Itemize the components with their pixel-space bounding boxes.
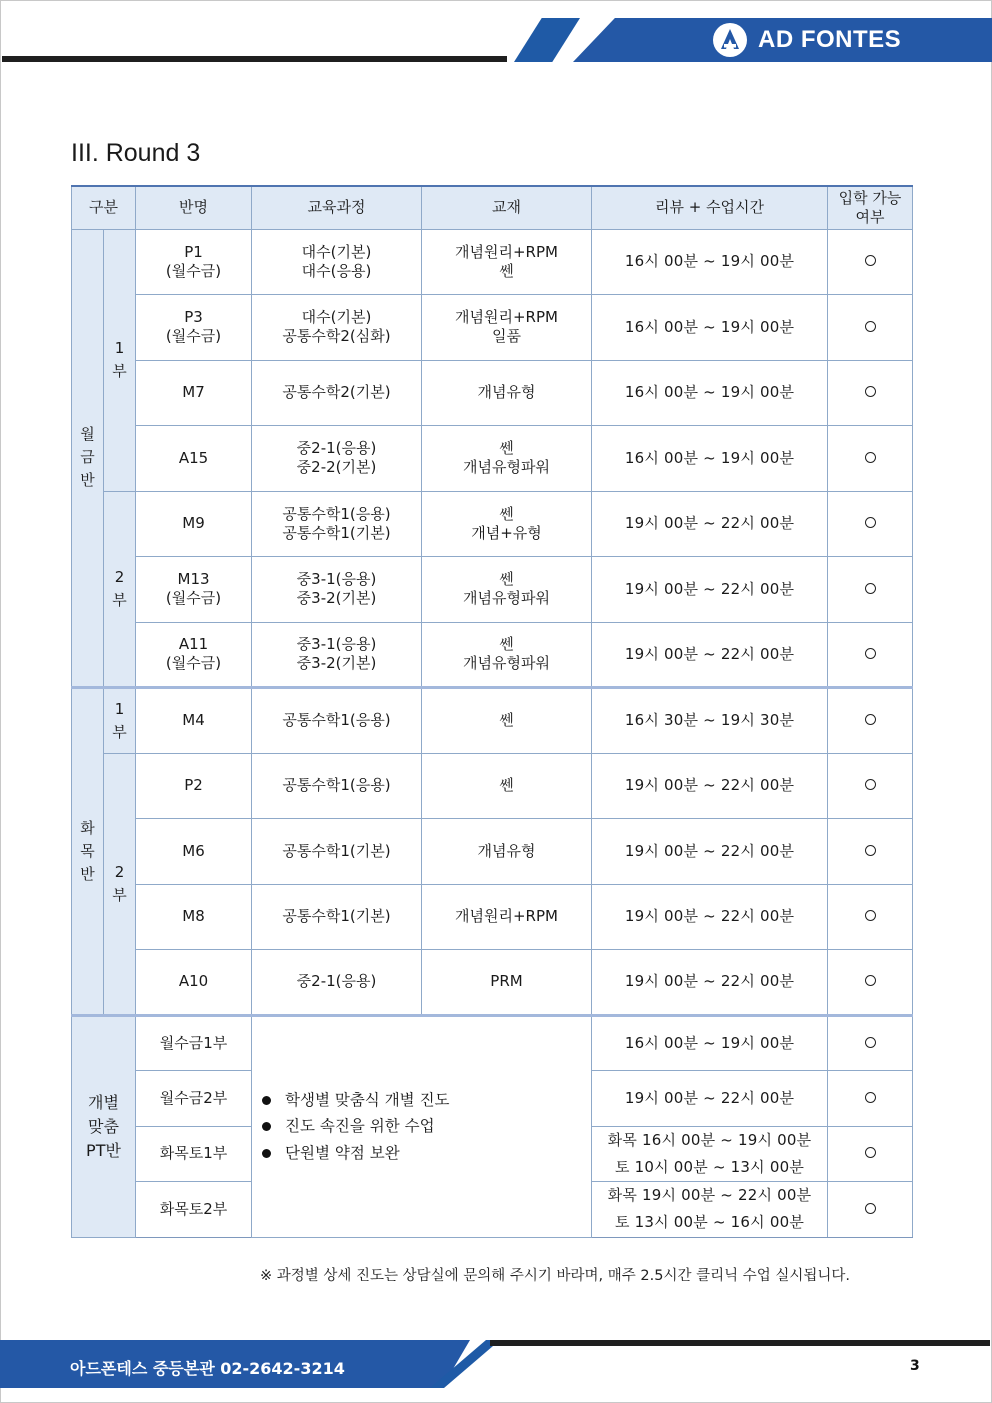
admission-cell xyxy=(828,295,913,361)
class-name: A15 xyxy=(178,448,209,467)
course-cell xyxy=(252,426,422,492)
available-circle-icon xyxy=(865,452,876,463)
available-circle-icon xyxy=(865,583,876,594)
class-name-cell xyxy=(136,950,252,1016)
list-item xyxy=(262,1113,591,1140)
course-cell xyxy=(252,819,422,885)
course-line2: 중3-2(기본) xyxy=(296,654,377,673)
textbook-cell xyxy=(422,557,592,623)
part-2-label: 2부 xyxy=(112,567,127,609)
class-name-cell xyxy=(136,229,252,295)
available-circle-icon xyxy=(865,910,876,921)
class-time: 19시 00분 ~ 22시 00분 xyxy=(624,907,795,926)
admission-cell xyxy=(828,819,913,885)
part-2 xyxy=(104,491,136,688)
time-cell xyxy=(592,229,828,295)
course: 공통수학1(응용) xyxy=(282,711,391,730)
course-cell xyxy=(252,753,422,819)
textbook: PRM xyxy=(490,972,523,991)
group-mon xyxy=(72,229,104,688)
available-circle-icon xyxy=(865,1147,876,1158)
header-textbook: 교재 xyxy=(422,186,592,229)
time-cell xyxy=(592,557,828,623)
class-time: 16시 00분 ~ 19시 00분 xyxy=(624,448,795,467)
class-name-line1: A11 xyxy=(178,635,209,654)
table-row xyxy=(72,819,913,885)
group-pt xyxy=(72,1015,136,1237)
textbook: 쎈 xyxy=(499,776,514,795)
textbook-cell xyxy=(422,753,592,819)
class-name-cell xyxy=(136,1126,252,1182)
class-name: M9 xyxy=(182,514,205,533)
class-name: M8 xyxy=(182,907,205,926)
admission-cell xyxy=(828,884,913,950)
textbook-cell xyxy=(422,819,592,885)
table-row xyxy=(72,753,913,819)
textbook-cell xyxy=(422,950,592,1016)
textbook-cell xyxy=(422,295,592,361)
pt-feature-text: 학생별 맞춤식 개별 진도 xyxy=(285,1090,450,1109)
time-cell xyxy=(592,753,828,819)
header-course: 교육과정 xyxy=(252,186,422,229)
class-name: 화목토2부 xyxy=(159,1199,228,1218)
class-name: M6 xyxy=(182,841,205,860)
course-line1: 중2-1(응용) xyxy=(296,439,377,458)
class-name: P2 xyxy=(184,776,203,795)
class-name-line1: P1 xyxy=(184,242,203,261)
footer-contact: 아드폰테스 중등본관 02-2642-3214 xyxy=(70,1359,345,1378)
time-cell xyxy=(592,360,828,426)
course: 공통수학1(기본) xyxy=(282,907,391,926)
course-line2: 중3-2(기본) xyxy=(296,589,377,608)
schedule-table xyxy=(71,185,913,1238)
admission-cell xyxy=(828,360,913,426)
header-admission: 입학 가능여부 xyxy=(828,186,913,229)
brand-name: AD FONTES xyxy=(758,26,902,53)
course-cell xyxy=(252,295,422,361)
class-name-cell xyxy=(136,819,252,885)
class-time: 16시 00분 ~ 19시 00분 xyxy=(624,252,795,271)
course-line2: 중2-2(기본) xyxy=(296,458,377,477)
table-row xyxy=(72,557,913,623)
class-time: 19시 00분 ~ 22시 00분 xyxy=(624,776,795,795)
brand-logo xyxy=(712,21,901,59)
course-cell xyxy=(252,622,422,688)
class-name-cell xyxy=(136,426,252,492)
admission-cell xyxy=(828,753,913,819)
available-circle-icon xyxy=(865,648,876,659)
header-category: 구분 xyxy=(72,186,136,229)
bullet-icon xyxy=(262,1122,271,1131)
class-time-saturday: 토 10시 00분 ~ 13시 00분 xyxy=(615,1157,805,1176)
class-time: 19시 00분 ~ 22시 00분 xyxy=(624,579,795,598)
admission-cell xyxy=(828,1126,913,1182)
available-circle-icon xyxy=(865,1203,876,1214)
class-time: 19시 00분 ~ 22시 00분 xyxy=(624,841,795,860)
class-time: 19시 00분 ~ 22시 00분 xyxy=(624,644,795,663)
class-time: 16시 00분 ~ 19시 00분 xyxy=(624,383,795,402)
available-circle-icon xyxy=(865,321,876,332)
textbook-line2: 개념+유형 xyxy=(471,523,542,542)
header-time: 리뷰 + 수업시간 xyxy=(592,186,828,229)
available-circle-icon xyxy=(865,714,876,725)
time-cell xyxy=(592,950,828,1016)
class-time: 16시 30분 ~ 19시 30분 xyxy=(624,711,795,730)
class-name-line2: (월수금) xyxy=(165,654,222,673)
course: 공통수학1(응용) xyxy=(282,776,391,795)
available-circle-icon xyxy=(865,255,876,266)
class-name: 화목토1부 xyxy=(159,1144,228,1163)
admission-cell xyxy=(828,491,913,557)
textbook-line1: 쎈 xyxy=(499,504,514,523)
list-item xyxy=(262,1087,591,1114)
course: 공통수학1(기본) xyxy=(282,841,391,860)
textbook-line1: 쎈 xyxy=(499,439,514,458)
admission-cell xyxy=(828,1071,913,1127)
course-line2: 공통수학1(기본) xyxy=(282,523,391,542)
part-1 xyxy=(104,229,136,491)
admission-cell xyxy=(828,1015,913,1071)
course-cell xyxy=(252,884,422,950)
page-number: 3 xyxy=(910,1358,920,1374)
textbook-cell xyxy=(422,360,592,426)
class-name-line2: (월수금) xyxy=(165,327,222,346)
table-row xyxy=(72,295,913,361)
table-header-row xyxy=(72,186,913,229)
textbook-cell xyxy=(422,491,592,557)
course-cell xyxy=(252,229,422,295)
course: 공통수학2(기본) xyxy=(282,383,391,402)
table-row xyxy=(72,491,913,557)
textbook-line1: 쎈 xyxy=(499,570,514,589)
class-name-cell xyxy=(136,360,252,426)
course-line1: 대수(기본) xyxy=(301,308,372,327)
course-line2: 대수(응용) xyxy=(301,261,372,280)
class-time-saturday: 토 13시 00분 ~ 16시 00분 xyxy=(615,1213,805,1232)
textbook-cell xyxy=(422,622,592,688)
admission-cell xyxy=(828,1182,913,1238)
class-name-cell xyxy=(136,688,252,754)
ad-fontes-logo-icon xyxy=(712,22,748,58)
course-line1: 중3-1(응용) xyxy=(296,635,377,654)
time-cell xyxy=(592,1126,828,1182)
class-name-cell xyxy=(136,1015,252,1071)
class-time: 19시 00분 ~ 22시 00분 xyxy=(624,1088,795,1107)
class-name-line1: M13 xyxy=(177,570,210,589)
class-name-cell xyxy=(136,1071,252,1127)
textbook-line1: 개념원리+RPM xyxy=(455,242,558,261)
course-cell xyxy=(252,950,422,1016)
group-tue xyxy=(72,688,104,1016)
textbook-line2: 일품 xyxy=(492,327,521,346)
admission-cell xyxy=(828,950,913,1016)
class-time: 16시 00분 ~ 19시 00분 xyxy=(624,1033,795,1052)
class-name-cell xyxy=(136,753,252,819)
part-1-label: 1부 xyxy=(112,339,127,380)
time-cell xyxy=(592,622,828,688)
course-line1: 중3-1(응용) xyxy=(296,570,377,589)
textbook-cell xyxy=(422,426,592,492)
textbook-cell xyxy=(422,884,592,950)
class-time: 16시 00분 ~ 19시 00분 xyxy=(624,317,795,336)
group-tue-label: 화목반 xyxy=(80,818,95,883)
available-circle-icon xyxy=(865,1037,876,1048)
table-row xyxy=(72,884,913,950)
course-cell xyxy=(252,688,422,754)
course-cell xyxy=(252,491,422,557)
course-line2: 공통수학2(심화) xyxy=(282,327,391,346)
group-mon-label: 월금반 xyxy=(80,425,95,490)
part-1 xyxy=(104,688,136,754)
page-title: III. Round 3 xyxy=(71,139,201,167)
header-class: 반명 xyxy=(136,186,252,229)
available-circle-icon xyxy=(865,1092,876,1103)
available-circle-icon xyxy=(865,845,876,856)
table-row xyxy=(72,950,913,1016)
admission-cell xyxy=(828,229,913,295)
class-name: 월수금2부 xyxy=(159,1088,228,1107)
textbook-cell xyxy=(422,688,592,754)
table-row xyxy=(72,229,913,295)
admission-cell xyxy=(828,688,913,754)
header-rule xyxy=(2,56,507,62)
pt-feature-list xyxy=(262,1087,591,1167)
header-stripe xyxy=(514,18,580,62)
class-time-weekday: 화목 19시 00분 ~ 22시 00분 xyxy=(607,1186,812,1205)
textbook-line1: 개념원리+RPM xyxy=(455,308,558,327)
class-name: 월수금1부 xyxy=(159,1033,228,1052)
admission-cell xyxy=(828,622,913,688)
textbook: 개념유형 xyxy=(477,383,536,402)
part-2-label: 2부 xyxy=(112,862,127,904)
course-line1: 대수(기본) xyxy=(301,242,372,261)
available-circle-icon xyxy=(865,779,876,790)
table-row xyxy=(72,426,913,492)
part-1-label: 1부 xyxy=(112,699,127,741)
bullet-icon xyxy=(262,1096,271,1105)
class-name-cell xyxy=(136,622,252,688)
textbook-line2: 개념유형파워 xyxy=(463,654,550,673)
course-cell xyxy=(252,557,422,623)
time-cell xyxy=(592,1015,828,1071)
class-name: M7 xyxy=(182,383,205,402)
available-circle-icon xyxy=(865,975,876,986)
time-cell xyxy=(592,491,828,557)
class-name-cell xyxy=(136,491,252,557)
table-row xyxy=(72,360,913,426)
course: 중2-1(응용) xyxy=(296,972,377,991)
textbook: 개념유형 xyxy=(477,841,536,860)
pt-feature-text: 단원별 약점 보완 xyxy=(285,1143,400,1162)
table-row xyxy=(72,1015,913,1071)
class-time-weekday: 화목 16시 00분 ~ 19시 00분 xyxy=(607,1130,812,1149)
class-name-line2: (월수금) xyxy=(165,589,222,608)
class-name-line1: P3 xyxy=(184,308,203,327)
class-name-cell xyxy=(136,557,252,623)
class-time: 19시 00분 ~ 22시 00분 xyxy=(624,514,795,533)
time-cell xyxy=(592,1182,828,1238)
time-cell xyxy=(592,819,828,885)
class-name: A10 xyxy=(178,972,209,991)
admission-cell xyxy=(828,557,913,623)
textbook-cell xyxy=(422,229,592,295)
textbook: 쎈 xyxy=(499,711,514,730)
class-name-cell xyxy=(136,884,252,950)
group-pt-label: 개별 맞춤 PT반 xyxy=(86,1092,121,1160)
pt-feature-text: 진도 속진을 위한 수업 xyxy=(285,1117,435,1136)
course-cell xyxy=(252,360,422,426)
bullet-icon xyxy=(262,1149,271,1158)
class-time: 19시 00분 ~ 22시 00분 xyxy=(624,972,795,991)
textbook-line2: 쎈 xyxy=(499,261,514,280)
pt-description xyxy=(252,1015,592,1237)
class-name: M4 xyxy=(182,711,205,730)
list-item xyxy=(262,1140,591,1167)
available-circle-icon xyxy=(865,386,876,397)
time-cell xyxy=(592,1071,828,1127)
footer-rule xyxy=(490,1340,990,1346)
textbook-line2: 개념유형파워 xyxy=(463,458,550,477)
table-row xyxy=(72,622,913,688)
class-name-cell xyxy=(136,1182,252,1238)
time-cell xyxy=(592,688,828,754)
time-cell xyxy=(592,295,828,361)
textbook: 개념원리+RPM xyxy=(455,907,558,926)
textbook-line2: 개념유형파워 xyxy=(463,589,550,608)
course-line1: 공통수학1(응용) xyxy=(282,504,391,523)
class-name-line2: (월수금) xyxy=(165,261,222,280)
admission-cell xyxy=(828,426,913,492)
part-2 xyxy=(104,753,136,1015)
table-row xyxy=(72,688,913,754)
class-name-cell xyxy=(136,295,252,361)
time-cell xyxy=(592,884,828,950)
available-circle-icon xyxy=(865,517,876,528)
footnote: ※ 과정별 상세 진도는 상담실에 문의해 주시기 바라며, 매주 2.5시간 클리닉 수업 실시됩니다. xyxy=(260,1268,850,1284)
textbook-line1: 쎈 xyxy=(499,635,514,654)
time-cell xyxy=(592,426,828,492)
